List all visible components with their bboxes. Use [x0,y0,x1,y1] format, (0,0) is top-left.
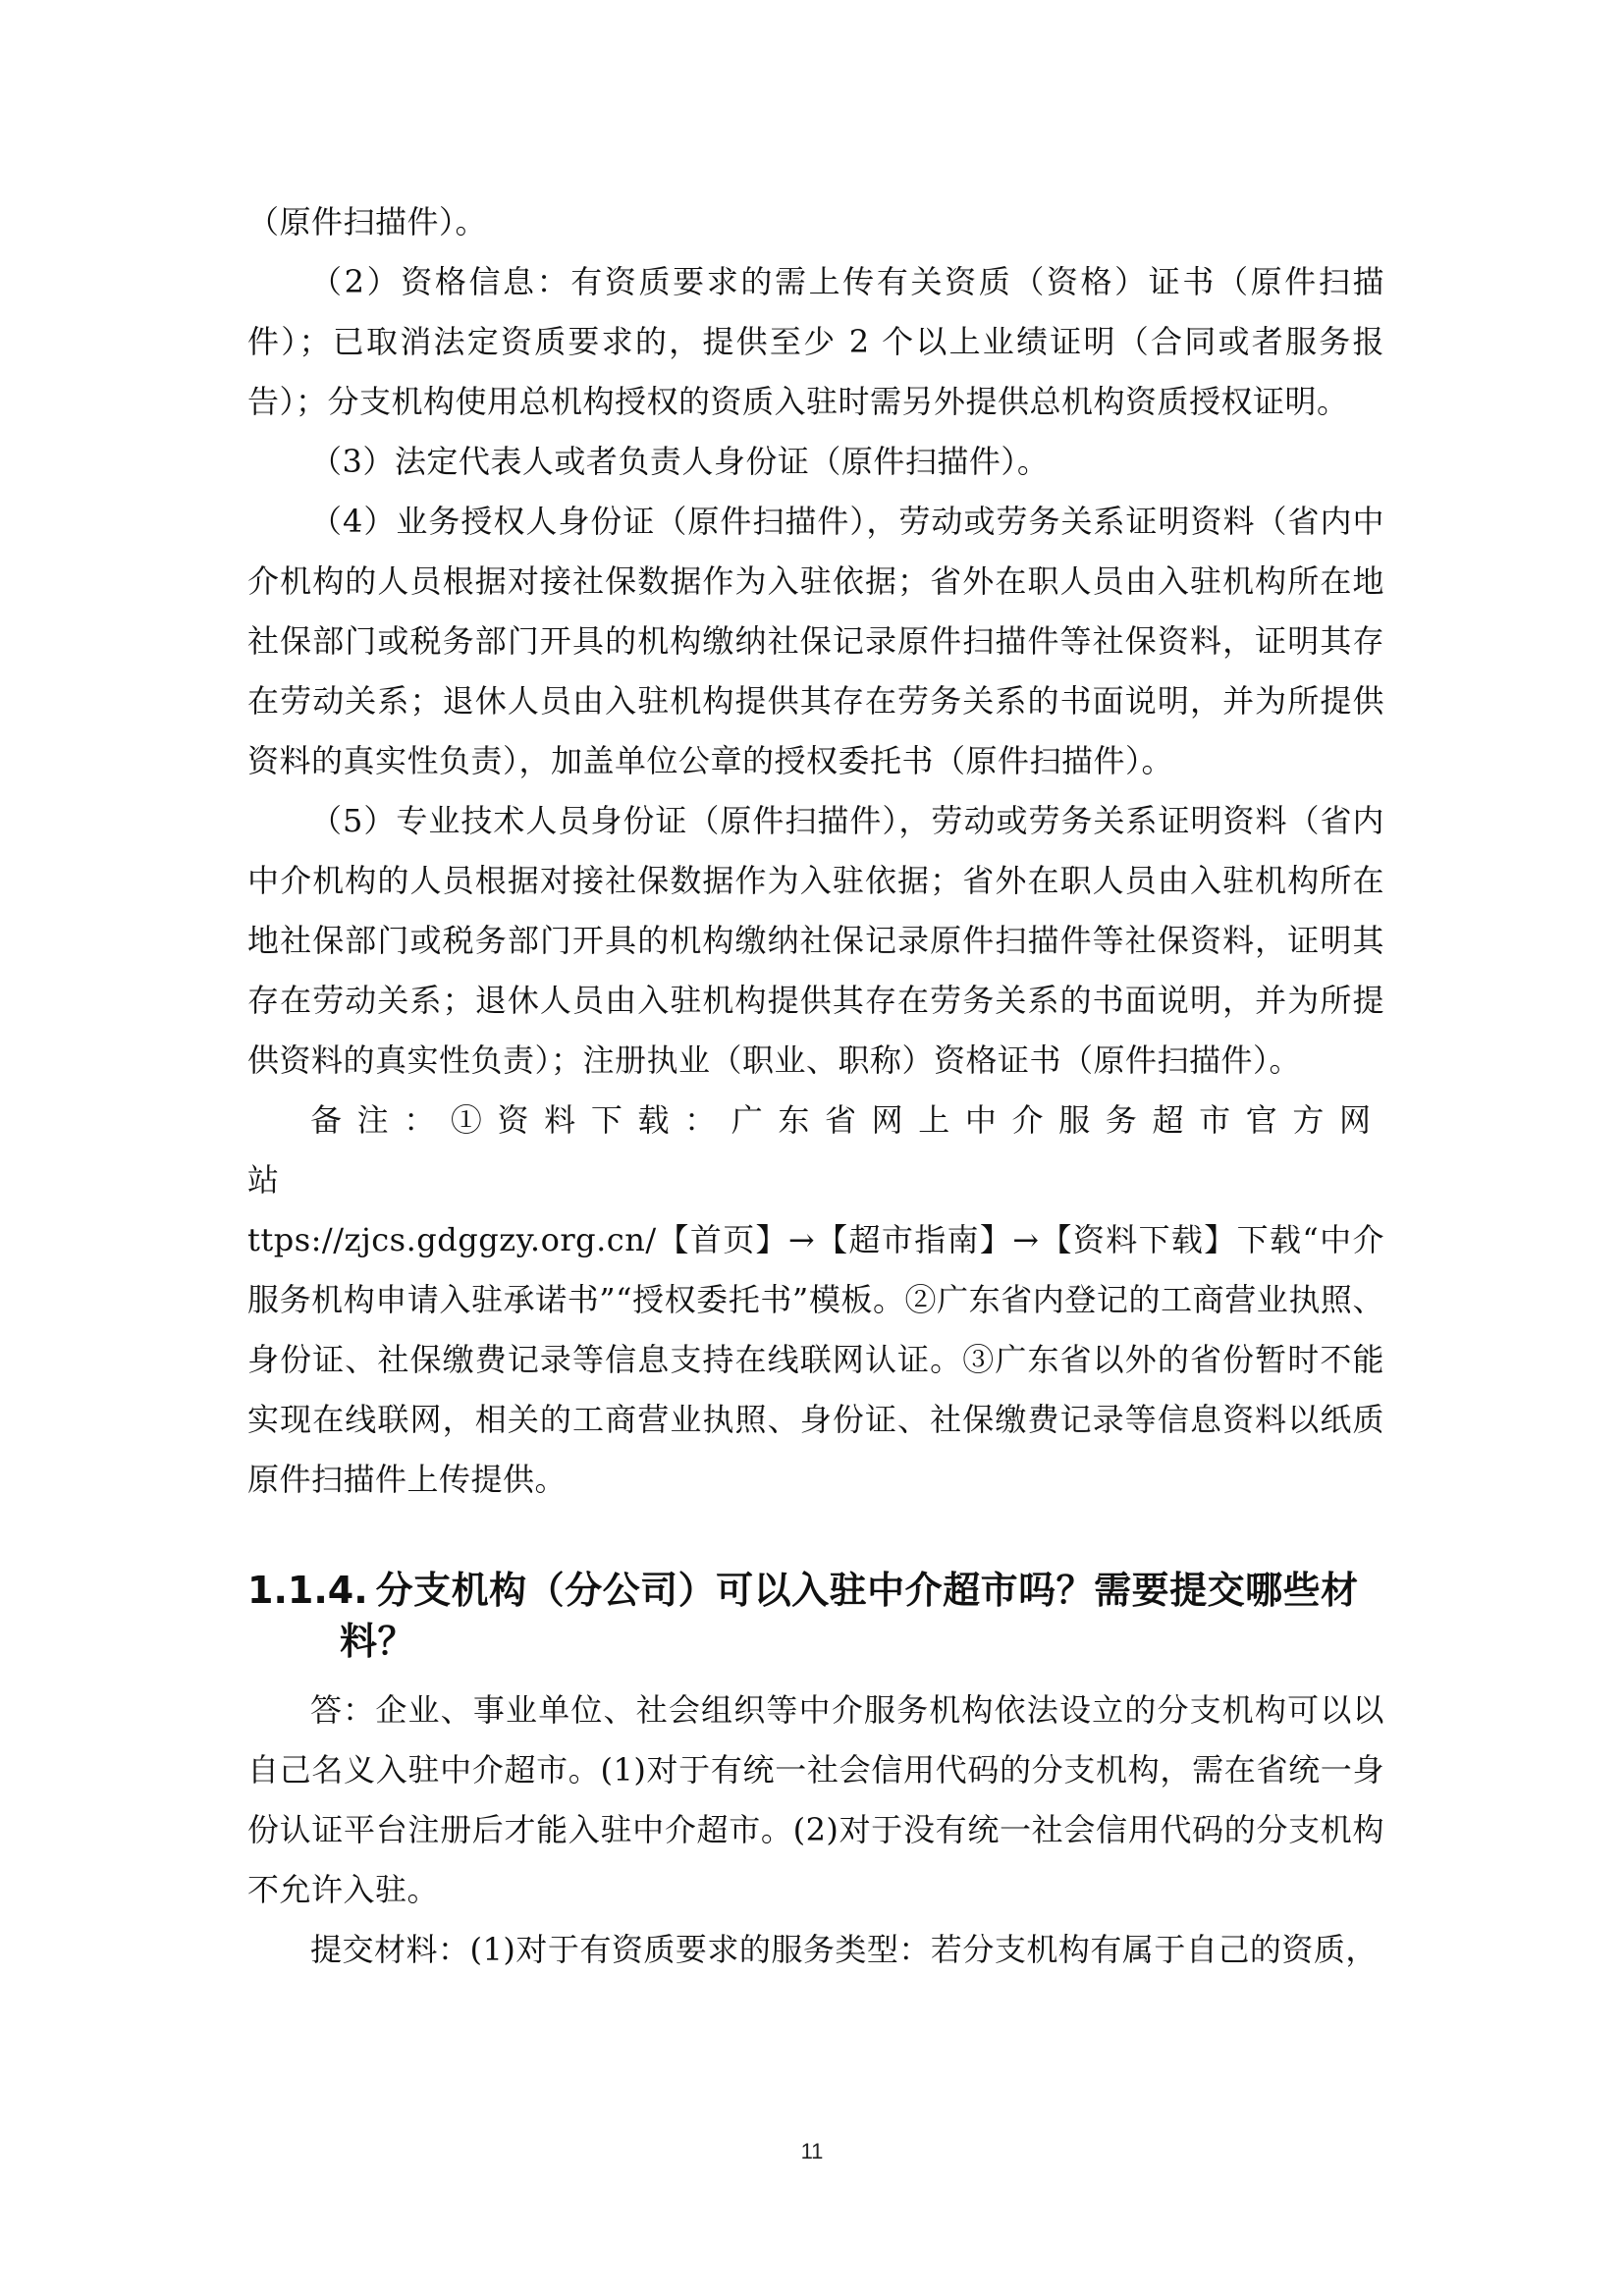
note-head: 备注：①资料下载：广东省网上中介服务超市官方网站 [247,1101,1384,1199]
page-content [247,192,1384,1980]
paragraph-authorized-person-id: （4）业务授权人身份证（原件扫描件），劳动或劳务关系证明资料（省内中介机构的人员根据对接社保数据作为入驻依据；省外在职人员由入驻机构所在地社保部门或税务部门开具的机构缴纳社保记录原件扫描件等社保资料，证明其存在劳动关系；退休人员由入驻机构提供其存在劳务关系的书面说明，并为所提供资料的真实性负责），加盖单位公章的授权委托书（原件扫描件）。 [247,503,1384,779]
paragraph-legal-representative-id: （3）法定代表人或者负责人身份证（原件扫描件）。 [310,443,1050,480]
note-paragraph [247,1091,1384,1510]
page-number: 11 [800,2139,824,2163]
paragraph-technical-staff-id: （5）专业技术人员身份证（原件扫描件），劳动或劳务关系证明资料（省内中介机构的人员根据对接社保数据作为入驻依据；省外在职人员由入驻机构所在地社保部门或税务部门开具的机构缴纳社保记录原件扫描件等社保资料，证明其存在劳动关系；退休人员由入驻机构提供其存在劳务关系的书面说明，并为所提供资料的真实性负责）；注册执业（职业、职称）资格证书（原件扫描件）。 [247,802,1384,1079]
paragraph-answer: 答：企业、事业单位、社会组织等中介服务机构依法设立的分支机构可以以自己名义入驻中介超市。(1)对于有统一社会信用代码的分支机构，需在省统一身份认证平台注册后才能入驻中介超市。(2)对于没有统一社会信用代码的分支机构不允许入驻。 [247,1691,1384,1908]
paragraph-qualification-info: （2）资格信息：有资质要求的需上传有关资质（资格）证书（原件扫描件）；已取消法定资质要求的，提供至少 2 个以上业绩证明（合同或者服务报告）；分支机构使用总机构授权的资质入驻时需另外提供总机构资质授权证明。 [247,263,1384,420]
section-heading [247,1565,1384,1667]
section-title: 分支机构（分公司）可以入驻中介超市吗？需要提交哪些材料？ [340,1569,1359,1663]
paragraph-continuation: （原件扫描件）。 [247,203,488,240]
note-body: ttps://zjcs.gdggzy.org.cn/【首页】→【超市指南】→【资料下载】下载“中介服务机构申请入驻承诺书”“授权委托书”模板。②广东省内登记的工商营业执照、身份证、社保缴费记录等信息支持在线联网认证。③广东省以外的省份暂时不能实现在线联网，相关的工商营业执照、身份证、社保缴费记录等信息资料以纸质原件扫描件上传提供。 [247,1221,1384,1498]
section-number: 1.1.4. [247,1569,368,1612]
paragraph-submission-materials: 提交材料：(1)对于有资质要求的服务类型：若分支机构有属于自己的资质， [310,1931,1378,1968]
